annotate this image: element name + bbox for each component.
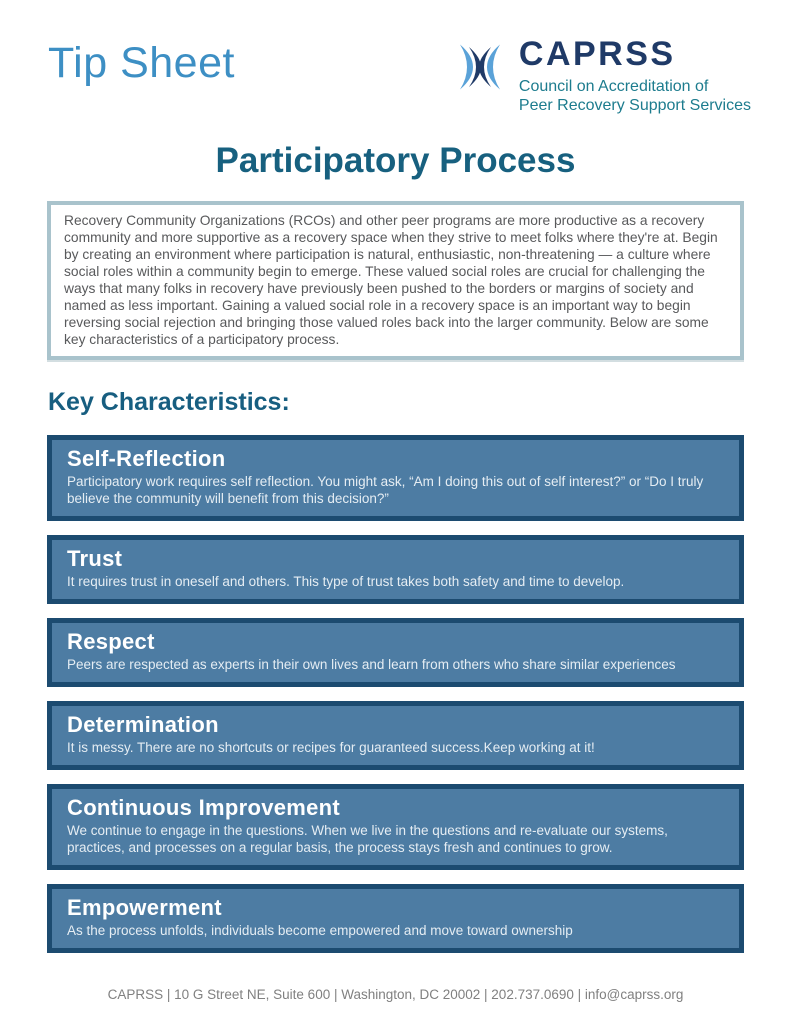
- document-title: Participatory Process: [215, 141, 576, 181]
- caprss-tagline-line1: Council on Accreditation of: [518, 78, 709, 96]
- card-self-reflection: [47, 435, 744, 521]
- card-continuous-improvement-description: We continue to engage in the questions. When we live in the questions and re-evaluate our systems, practices, and processes on a regular basis, the process stays fresh and continues to grow.: [67, 823, 668, 856]
- card-determination: [47, 701, 744, 770]
- intro-paragraph: Recovery Community Organizations (RCOs) and other peer programs are more productive as a recovery community and more supportive as a recovery space when they strive to meet folks where they're at. Begin by creating an environment where participation is natural, enthusiastic, non-threatening — a culture where social roles within a community begin to emerge. These valued social roles are crucial for challenging the ways that many folks in recovery have previously been pushed to the borders or margins of society and named as less important. Gaining a valued social role in a recovery space is an important way to begin reversing social rejection and bringing those valued roles back into the larger community. Below are some key characteristics of a participatory process.: [64, 213, 718, 348]
- tip-sheet-title: Tip Sheet: [48, 39, 235, 87]
- card-empowerment-description: As the process unfolds, individuals become empowered and move toward ownership: [67, 923, 573, 939]
- card-trust: [47, 535, 744, 604]
- card-continuous-improvement: [47, 784, 744, 870]
- card-self-reflection-description: Participatory work requires self reflection. You might ask, “Am I doing this out of self interest?” or “Do I truly believe the community will benefit from this decision?”: [67, 474, 704, 507]
- card-empowerment: [47, 884, 744, 953]
- card-trust-title: Trust: [67, 546, 123, 572]
- card-empowerment-title: Empowerment: [67, 895, 222, 921]
- page-header: [0, 0, 791, 115]
- card-respect-description: Peers are respected as experts in their own lives and learn from others who share similar experiences: [67, 657, 676, 673]
- characteristics-list: [47, 435, 744, 953]
- card-trust-description: It requires trust in oneself and others. This type of trust takes both safety and time to develop.: [67, 574, 625, 590]
- caprss-wordmark: CAPRSS: [518, 35, 676, 73]
- card-determination-description: It is messy. There are no shortcuts or recipes for guaranteed success.Keep working at it!: [67, 740, 595, 756]
- caprss-logo-icon: [455, 44, 505, 95]
- footer-contact: CAPRSS | 10 G Street NE, Suite 600 | Washington, DC 20002 | 202.737.0690 | info@caprss.org: [107, 987, 684, 1002]
- card-respect-title: Respect: [67, 629, 155, 655]
- section-heading: Key Characteristics:: [48, 388, 290, 417]
- card-determination-title: Determination: [67, 712, 219, 738]
- caprss-logo-text: [519, 36, 751, 115]
- caprss-logo: [455, 36, 751, 115]
- card-self-reflection-title: Self-Reflection: [67, 446, 226, 472]
- card-respect: [47, 618, 744, 687]
- card-continuous-improvement-title: Continuous Improvement: [67, 795, 341, 821]
- intro-box: [47, 201, 744, 360]
- caprss-tagline-line2: Peer Recovery Support Services: [518, 97, 751, 115]
